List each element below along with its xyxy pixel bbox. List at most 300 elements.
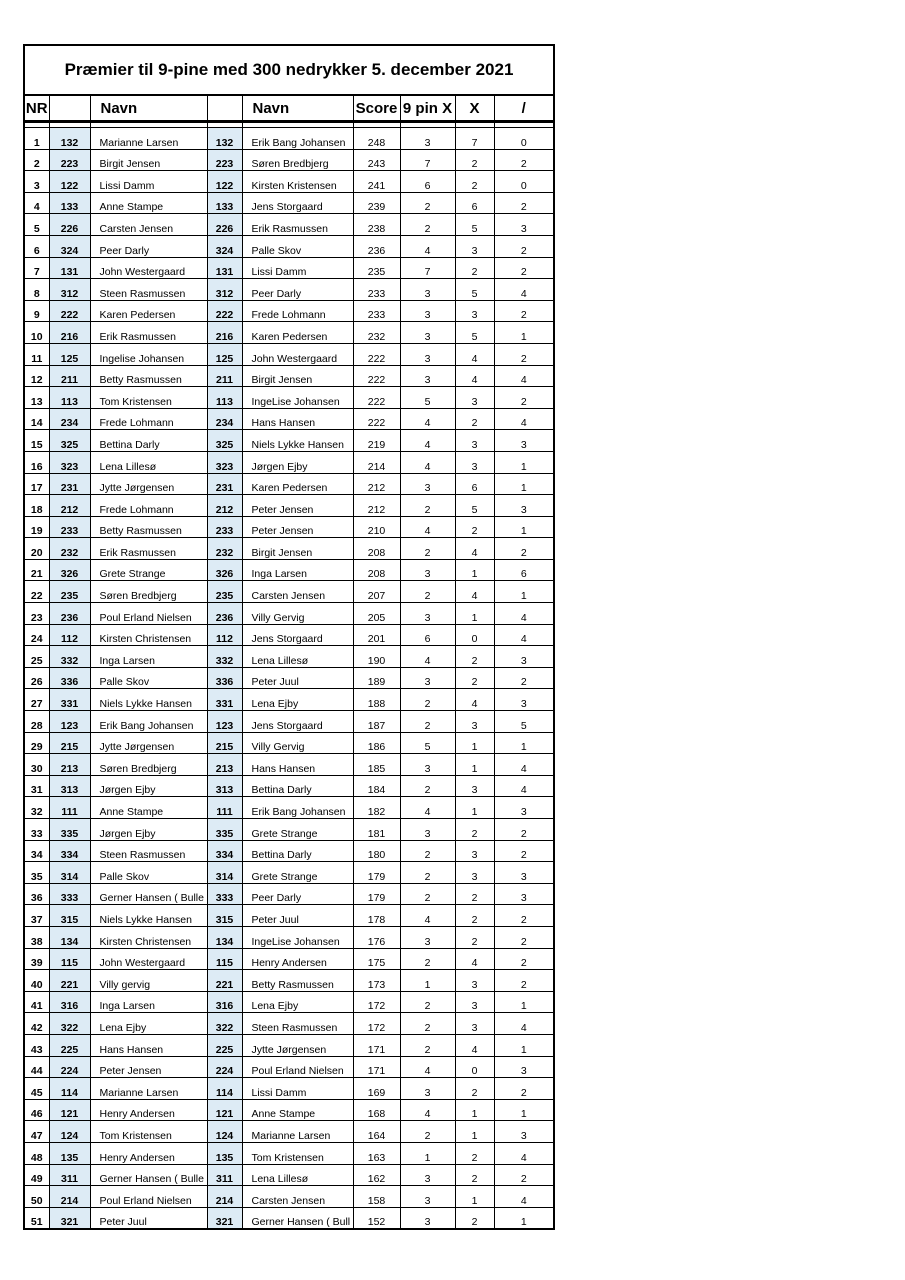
slash-cell: 0 — [494, 171, 554, 193]
slash-cell: 3 — [494, 495, 554, 517]
table-row — [24, 689, 554, 711]
table-row — [24, 1186, 554, 1208]
row-number: 28 — [24, 711, 49, 733]
x-cell: 1 — [455, 797, 494, 819]
nine-pin-x-cell: 3 — [400, 322, 455, 344]
x-cell: 1 — [455, 1186, 494, 1208]
row-number: 50 — [24, 1186, 49, 1208]
player-name-1: Jytte Jørgensen — [90, 732, 207, 754]
score-cell: 212 — [353, 495, 400, 517]
score-cell: 236 — [353, 235, 400, 257]
player-id-1: 324 — [49, 235, 90, 257]
player-name-1: Hans Hansen — [90, 1034, 207, 1056]
player-name-2: Lena Lillesø — [242, 1164, 353, 1186]
table-row — [24, 451, 554, 473]
row-number: 1 — [24, 128, 49, 150]
x-cell: 4 — [455, 689, 494, 711]
nine-pin-x-cell: 4 — [400, 430, 455, 452]
player-id-1: 215 — [49, 732, 90, 754]
x-cell: 5 — [455, 279, 494, 301]
player-id-1: 325 — [49, 430, 90, 452]
player-name-2: John Westergaard — [242, 343, 353, 365]
player-id-2: 212 — [207, 495, 242, 517]
x-cell: 4 — [455, 365, 494, 387]
player-id-2: 313 — [207, 775, 242, 797]
player-name-1: Erik Bang Johansen — [90, 711, 207, 733]
player-name-2: Erik Rasmussen — [242, 214, 353, 236]
player-id-1: 122 — [49, 171, 90, 193]
table-row — [24, 646, 554, 668]
x-cell: 3 — [455, 300, 494, 322]
row-number: 7 — [24, 257, 49, 279]
slash-cell: 4 — [494, 775, 554, 797]
slash-cell: 4 — [494, 408, 554, 430]
table-row — [24, 214, 554, 236]
score-cell: 185 — [353, 754, 400, 776]
slash-cell: 5 — [494, 711, 554, 733]
x-cell: 1 — [455, 1099, 494, 1121]
player-id-1: 226 — [49, 214, 90, 236]
x-cell: 3 — [455, 775, 494, 797]
player-name-2: Palle Skov — [242, 235, 353, 257]
nine-pin-x-cell: 4 — [400, 797, 455, 819]
table-row — [24, 948, 554, 970]
player-id-2: 332 — [207, 646, 242, 668]
player-id-1: 121 — [49, 1099, 90, 1121]
player-id-1: 321 — [49, 1207, 90, 1229]
player-id-2: 223 — [207, 149, 242, 171]
player-name-1: Anne Stampe — [90, 192, 207, 214]
slash-cell: 1 — [494, 732, 554, 754]
table-row — [24, 430, 554, 452]
player-name-1: Bettina Darly — [90, 430, 207, 452]
slash-cell: 2 — [494, 819, 554, 841]
player-name-1: Poul Erland Nielsen — [90, 1186, 207, 1208]
score-cell: 179 — [353, 862, 400, 884]
player-name-1: Inga Larsen — [90, 646, 207, 668]
player-id-1: 221 — [49, 970, 90, 992]
player-name-2: Erik Bang Johansen — [242, 128, 353, 150]
slash-cell: 1 — [494, 473, 554, 495]
score-cell: 235 — [353, 257, 400, 279]
player-name-1: Tom Kristensen — [90, 387, 207, 409]
slash-cell: 1 — [494, 991, 554, 1013]
nine-pin-x-cell: 2 — [400, 883, 455, 905]
player-id-2: 114 — [207, 1078, 242, 1100]
x-cell: 1 — [455, 1121, 494, 1143]
table-row — [24, 495, 554, 517]
player-name-1: Niels Lykke Hansen — [90, 689, 207, 711]
player-name-2: Jens Storgaard — [242, 192, 353, 214]
player-id-1: 236 — [49, 603, 90, 625]
player-name-2: Grete Strange — [242, 819, 353, 841]
player-id-2: 235 — [207, 581, 242, 603]
player-id-1: 111 — [49, 797, 90, 819]
player-name-2: Lissi Damm — [242, 1078, 353, 1100]
nine-pin-x-cell: 2 — [400, 192, 455, 214]
player-name-2: Jens Storgaard — [242, 624, 353, 646]
table-row — [24, 257, 554, 279]
slash-cell: 4 — [494, 1013, 554, 1035]
nine-pin-x-cell: 4 — [400, 905, 455, 927]
player-id-1: 223 — [49, 149, 90, 171]
x-cell: 1 — [455, 732, 494, 754]
row-number: 46 — [24, 1099, 49, 1121]
nine-pin-x-cell: 2 — [400, 1013, 455, 1035]
player-name-2: Carsten Jensen — [242, 581, 353, 603]
player-name-2: Villy Gervig — [242, 732, 353, 754]
player-id-1: 232 — [49, 538, 90, 560]
x-cell: 1 — [455, 559, 494, 581]
score-cell: 241 — [353, 171, 400, 193]
player-name-2: IngeLise Johansen — [242, 926, 353, 948]
player-name-2: Peter Jensen — [242, 495, 353, 517]
nine-pin-x-cell: 3 — [400, 667, 455, 689]
nine-pin-x-cell: 3 — [400, 1078, 455, 1100]
slash-cell: 2 — [494, 343, 554, 365]
table-row — [24, 732, 554, 754]
row-number: 31 — [24, 775, 49, 797]
slash-cell: 2 — [494, 300, 554, 322]
player-name-1: Marianne Larsen — [90, 128, 207, 150]
table-row — [24, 883, 554, 905]
row-number: 43 — [24, 1034, 49, 1056]
player-id-1: 311 — [49, 1164, 90, 1186]
row-number: 39 — [24, 948, 49, 970]
player-id-2: 323 — [207, 451, 242, 473]
slash-cell: 3 — [494, 1121, 554, 1143]
player-id-2: 211 — [207, 365, 242, 387]
slash-cell: 2 — [494, 149, 554, 171]
row-number: 11 — [24, 343, 49, 365]
score-cell: 171 — [353, 1056, 400, 1078]
player-id-1: 132 — [49, 128, 90, 150]
nine-pin-x-cell: 2 — [400, 495, 455, 517]
player-id-2: 331 — [207, 689, 242, 711]
header-row — [24, 95, 554, 122]
player-name-1: Palle Skov — [90, 667, 207, 689]
player-name-2: Bettina Darly — [242, 840, 353, 862]
nine-pin-x-cell: 5 — [400, 732, 455, 754]
player-name-2: Peer Darly — [242, 279, 353, 301]
player-name-1: Peter Juul — [90, 1207, 207, 1229]
player-id-2: 225 — [207, 1034, 242, 1056]
player-name-1: Ingelise Johansen — [90, 343, 207, 365]
player-name-1: Henry Andersen — [90, 1142, 207, 1164]
header-9-pin-x: 9 pin X — [400, 95, 455, 122]
slash-cell: 2 — [494, 840, 554, 862]
score-cell: 152 — [353, 1207, 400, 1229]
slash-cell: 3 — [494, 430, 554, 452]
x-cell: 3 — [455, 840, 494, 862]
slash-cell: 1 — [494, 1034, 554, 1056]
table-row — [24, 797, 554, 819]
row-number: 18 — [24, 495, 49, 517]
slash-cell: 3 — [494, 862, 554, 884]
table-row — [24, 754, 554, 776]
table-row — [24, 1034, 554, 1056]
player-name-1: Frede Lohmann — [90, 495, 207, 517]
x-cell: 5 — [455, 214, 494, 236]
player-name-1: Marianne Larsen — [90, 1078, 207, 1100]
player-name-2: Peer Darly — [242, 883, 353, 905]
player-id-2: 115 — [207, 948, 242, 970]
player-name-2: Bettina Darly — [242, 775, 353, 797]
table-row — [24, 128, 554, 150]
player-name-2: Steen Rasmussen — [242, 1013, 353, 1035]
table-row — [24, 279, 554, 301]
results-sheet — [23, 44, 553, 1230]
table-row — [24, 1056, 554, 1078]
score-cell: 208 — [353, 559, 400, 581]
x-cell: 0 — [455, 1056, 494, 1078]
player-name-2: Poul Erland Nielsen — [242, 1056, 353, 1078]
table-row — [24, 365, 554, 387]
header-x: X — [455, 95, 494, 122]
x-cell: 4 — [455, 1034, 494, 1056]
table-row — [24, 581, 554, 603]
player-name-1: Villy gervig — [90, 970, 207, 992]
header-score: Score — [353, 95, 400, 122]
score-cell: 248 — [353, 128, 400, 150]
player-name-1: Kirsten Christensen — [90, 926, 207, 948]
header-name-2: Navn — [242, 95, 353, 122]
player-id-1: 231 — [49, 473, 90, 495]
nine-pin-x-cell: 3 — [400, 1186, 455, 1208]
player-name-2: Søren Bredbjerg — [242, 149, 353, 171]
table-row — [24, 1121, 554, 1143]
x-cell: 2 — [455, 1207, 494, 1229]
player-id-2: 131 — [207, 257, 242, 279]
player-name-1: John Westergaard — [90, 257, 207, 279]
score-cell: 162 — [353, 1164, 400, 1186]
score-cell: 214 — [353, 451, 400, 473]
nine-pin-x-cell: 3 — [400, 926, 455, 948]
player-name-2: Lena Lillesø — [242, 646, 353, 668]
slash-cell: 2 — [494, 970, 554, 992]
nine-pin-x-cell: 3 — [400, 343, 455, 365]
header-blank-2 — [207, 95, 242, 122]
score-cell: 171 — [353, 1034, 400, 1056]
player-id-2: 232 — [207, 538, 242, 560]
player-name-1: Gerner Hansen ( Bulle — [90, 883, 207, 905]
player-name-2: Carsten Jensen — [242, 1186, 353, 1208]
player-name-1: Palle Skov — [90, 862, 207, 884]
table-row — [24, 473, 554, 495]
slash-cell: 2 — [494, 667, 554, 689]
table-row — [24, 559, 554, 581]
table-row — [24, 1078, 554, 1100]
score-cell: 205 — [353, 603, 400, 625]
slash-cell: 3 — [494, 689, 554, 711]
player-name-2: Lena Ejby — [242, 991, 353, 1013]
x-cell: 4 — [455, 581, 494, 603]
x-cell: 2 — [455, 905, 494, 927]
nine-pin-x-cell: 2 — [400, 689, 455, 711]
score-cell: 172 — [353, 1013, 400, 1035]
slash-cell: 4 — [494, 1186, 554, 1208]
player-id-2: 222 — [207, 300, 242, 322]
player-id-1: 134 — [49, 926, 90, 948]
player-name-1: Kirsten Christensen — [90, 624, 207, 646]
player-name-1: Betty Rasmussen — [90, 516, 207, 538]
player-id-1: 333 — [49, 883, 90, 905]
player-id-2: 221 — [207, 970, 242, 992]
table-row — [24, 624, 554, 646]
player-name-2: Karen Pedersen — [242, 322, 353, 344]
player-id-2: 231 — [207, 473, 242, 495]
player-name-2: IngeLise Johansen — [242, 387, 353, 409]
row-number: 44 — [24, 1056, 49, 1078]
player-name-2: Peter Juul — [242, 905, 353, 927]
nine-pin-x-cell: 6 — [400, 171, 455, 193]
player-name-1: Anne Stampe — [90, 797, 207, 819]
x-cell: 3 — [455, 991, 494, 1013]
row-number: 8 — [24, 279, 49, 301]
player-id-2: 233 — [207, 516, 242, 538]
player-id-1: 233 — [49, 516, 90, 538]
table-row — [24, 192, 554, 214]
player-name-2: Betty Rasmussen — [242, 970, 353, 992]
player-name-1: Lena Lillesø — [90, 451, 207, 473]
player-id-2: 314 — [207, 862, 242, 884]
player-id-2: 111 — [207, 797, 242, 819]
player-name-2: Jens Storgaard — [242, 711, 353, 733]
header-blank-1 — [49, 95, 90, 122]
x-cell: 3 — [455, 235, 494, 257]
player-id-1: 313 — [49, 775, 90, 797]
player-id-1: 335 — [49, 819, 90, 841]
player-id-1: 133 — [49, 192, 90, 214]
nine-pin-x-cell: 2 — [400, 1121, 455, 1143]
player-id-1: 135 — [49, 1142, 90, 1164]
player-name-2: Inga Larsen — [242, 559, 353, 581]
x-cell: 3 — [455, 430, 494, 452]
table-row — [24, 149, 554, 171]
row-number: 29 — [24, 732, 49, 754]
row-number: 5 — [24, 214, 49, 236]
player-id-1: 323 — [49, 451, 90, 473]
nine-pin-x-cell: 3 — [400, 300, 455, 322]
slash-cell: 1 — [494, 451, 554, 473]
table-row — [24, 235, 554, 257]
score-cell: 182 — [353, 797, 400, 819]
player-id-1: 334 — [49, 840, 90, 862]
player-name-1: Niels Lykke Hansen — [90, 905, 207, 927]
score-cell: 201 — [353, 624, 400, 646]
player-id-1: 115 — [49, 948, 90, 970]
slash-cell: 2 — [494, 257, 554, 279]
x-cell: 2 — [455, 408, 494, 430]
player-id-2: 125 — [207, 343, 242, 365]
player-name-1: Søren Bredbjerg — [90, 581, 207, 603]
x-cell: 2 — [455, 149, 494, 171]
x-cell: 1 — [455, 603, 494, 625]
x-cell: 4 — [455, 343, 494, 365]
x-cell: 2 — [455, 1078, 494, 1100]
score-cell: 188 — [353, 689, 400, 711]
slash-cell: 2 — [494, 948, 554, 970]
player-id-2: 316 — [207, 991, 242, 1013]
table-row — [24, 862, 554, 884]
nine-pin-x-cell: 4 — [400, 646, 455, 668]
row-number: 10 — [24, 322, 49, 344]
player-id-1: 212 — [49, 495, 90, 517]
x-cell: 2 — [455, 667, 494, 689]
table-row — [24, 1099, 554, 1121]
player-name-2: Lissi Damm — [242, 257, 353, 279]
row-number: 36 — [24, 883, 49, 905]
nine-pin-x-cell: 2 — [400, 840, 455, 862]
table-row — [24, 603, 554, 625]
score-cell: 163 — [353, 1142, 400, 1164]
row-number: 15 — [24, 430, 49, 452]
nine-pin-x-cell: 2 — [400, 538, 455, 560]
row-number: 34 — [24, 840, 49, 862]
nine-pin-x-cell: 5 — [400, 387, 455, 409]
x-cell: 2 — [455, 171, 494, 193]
player-id-2: 121 — [207, 1099, 242, 1121]
player-id-1: 224 — [49, 1056, 90, 1078]
nine-pin-x-cell: 2 — [400, 214, 455, 236]
score-cell: 158 — [353, 1186, 400, 1208]
slash-cell: 1 — [494, 581, 554, 603]
slash-cell: 2 — [494, 905, 554, 927]
row-number: 40 — [24, 970, 49, 992]
player-id-1: 234 — [49, 408, 90, 430]
player-id-2: 215 — [207, 732, 242, 754]
player-id-2: 315 — [207, 905, 242, 927]
table-row — [24, 819, 554, 841]
nine-pin-x-cell: 3 — [400, 365, 455, 387]
player-name-1: Tom Kristensen — [90, 1121, 207, 1143]
header-name-1: Navn — [90, 95, 207, 122]
score-cell: 232 — [353, 322, 400, 344]
row-number: 2 — [24, 149, 49, 171]
player-name-1: John Westergaard — [90, 948, 207, 970]
table-row — [24, 408, 554, 430]
score-cell: 219 — [353, 430, 400, 452]
player-id-2: 122 — [207, 171, 242, 193]
player-name-2: Jytte Jørgensen — [242, 1034, 353, 1056]
table-body — [24, 128, 554, 1230]
x-cell: 3 — [455, 711, 494, 733]
nine-pin-x-cell: 4 — [400, 1099, 455, 1121]
player-name-1: Erik Rasmussen — [90, 538, 207, 560]
row-number: 48 — [24, 1142, 49, 1164]
table-row — [24, 775, 554, 797]
player-id-1: 235 — [49, 581, 90, 603]
score-cell: 208 — [353, 538, 400, 560]
header-nr: NR — [24, 95, 49, 122]
row-number: 33 — [24, 819, 49, 841]
player-name-2: Jørgen Ejby — [242, 451, 353, 473]
player-id-2: 321 — [207, 1207, 242, 1229]
player-name-1: Poul Erland Nielsen — [90, 603, 207, 625]
table-row — [24, 171, 554, 193]
nine-pin-x-cell: 2 — [400, 711, 455, 733]
table-row — [24, 1142, 554, 1164]
nine-pin-x-cell: 2 — [400, 948, 455, 970]
row-number: 19 — [24, 516, 49, 538]
player-id-2: 224 — [207, 1056, 242, 1078]
player-id-2: 133 — [207, 192, 242, 214]
row-number: 12 — [24, 365, 49, 387]
score-cell: 173 — [353, 970, 400, 992]
row-number: 27 — [24, 689, 49, 711]
row-number: 42 — [24, 1013, 49, 1035]
score-cell: 164 — [353, 1121, 400, 1143]
